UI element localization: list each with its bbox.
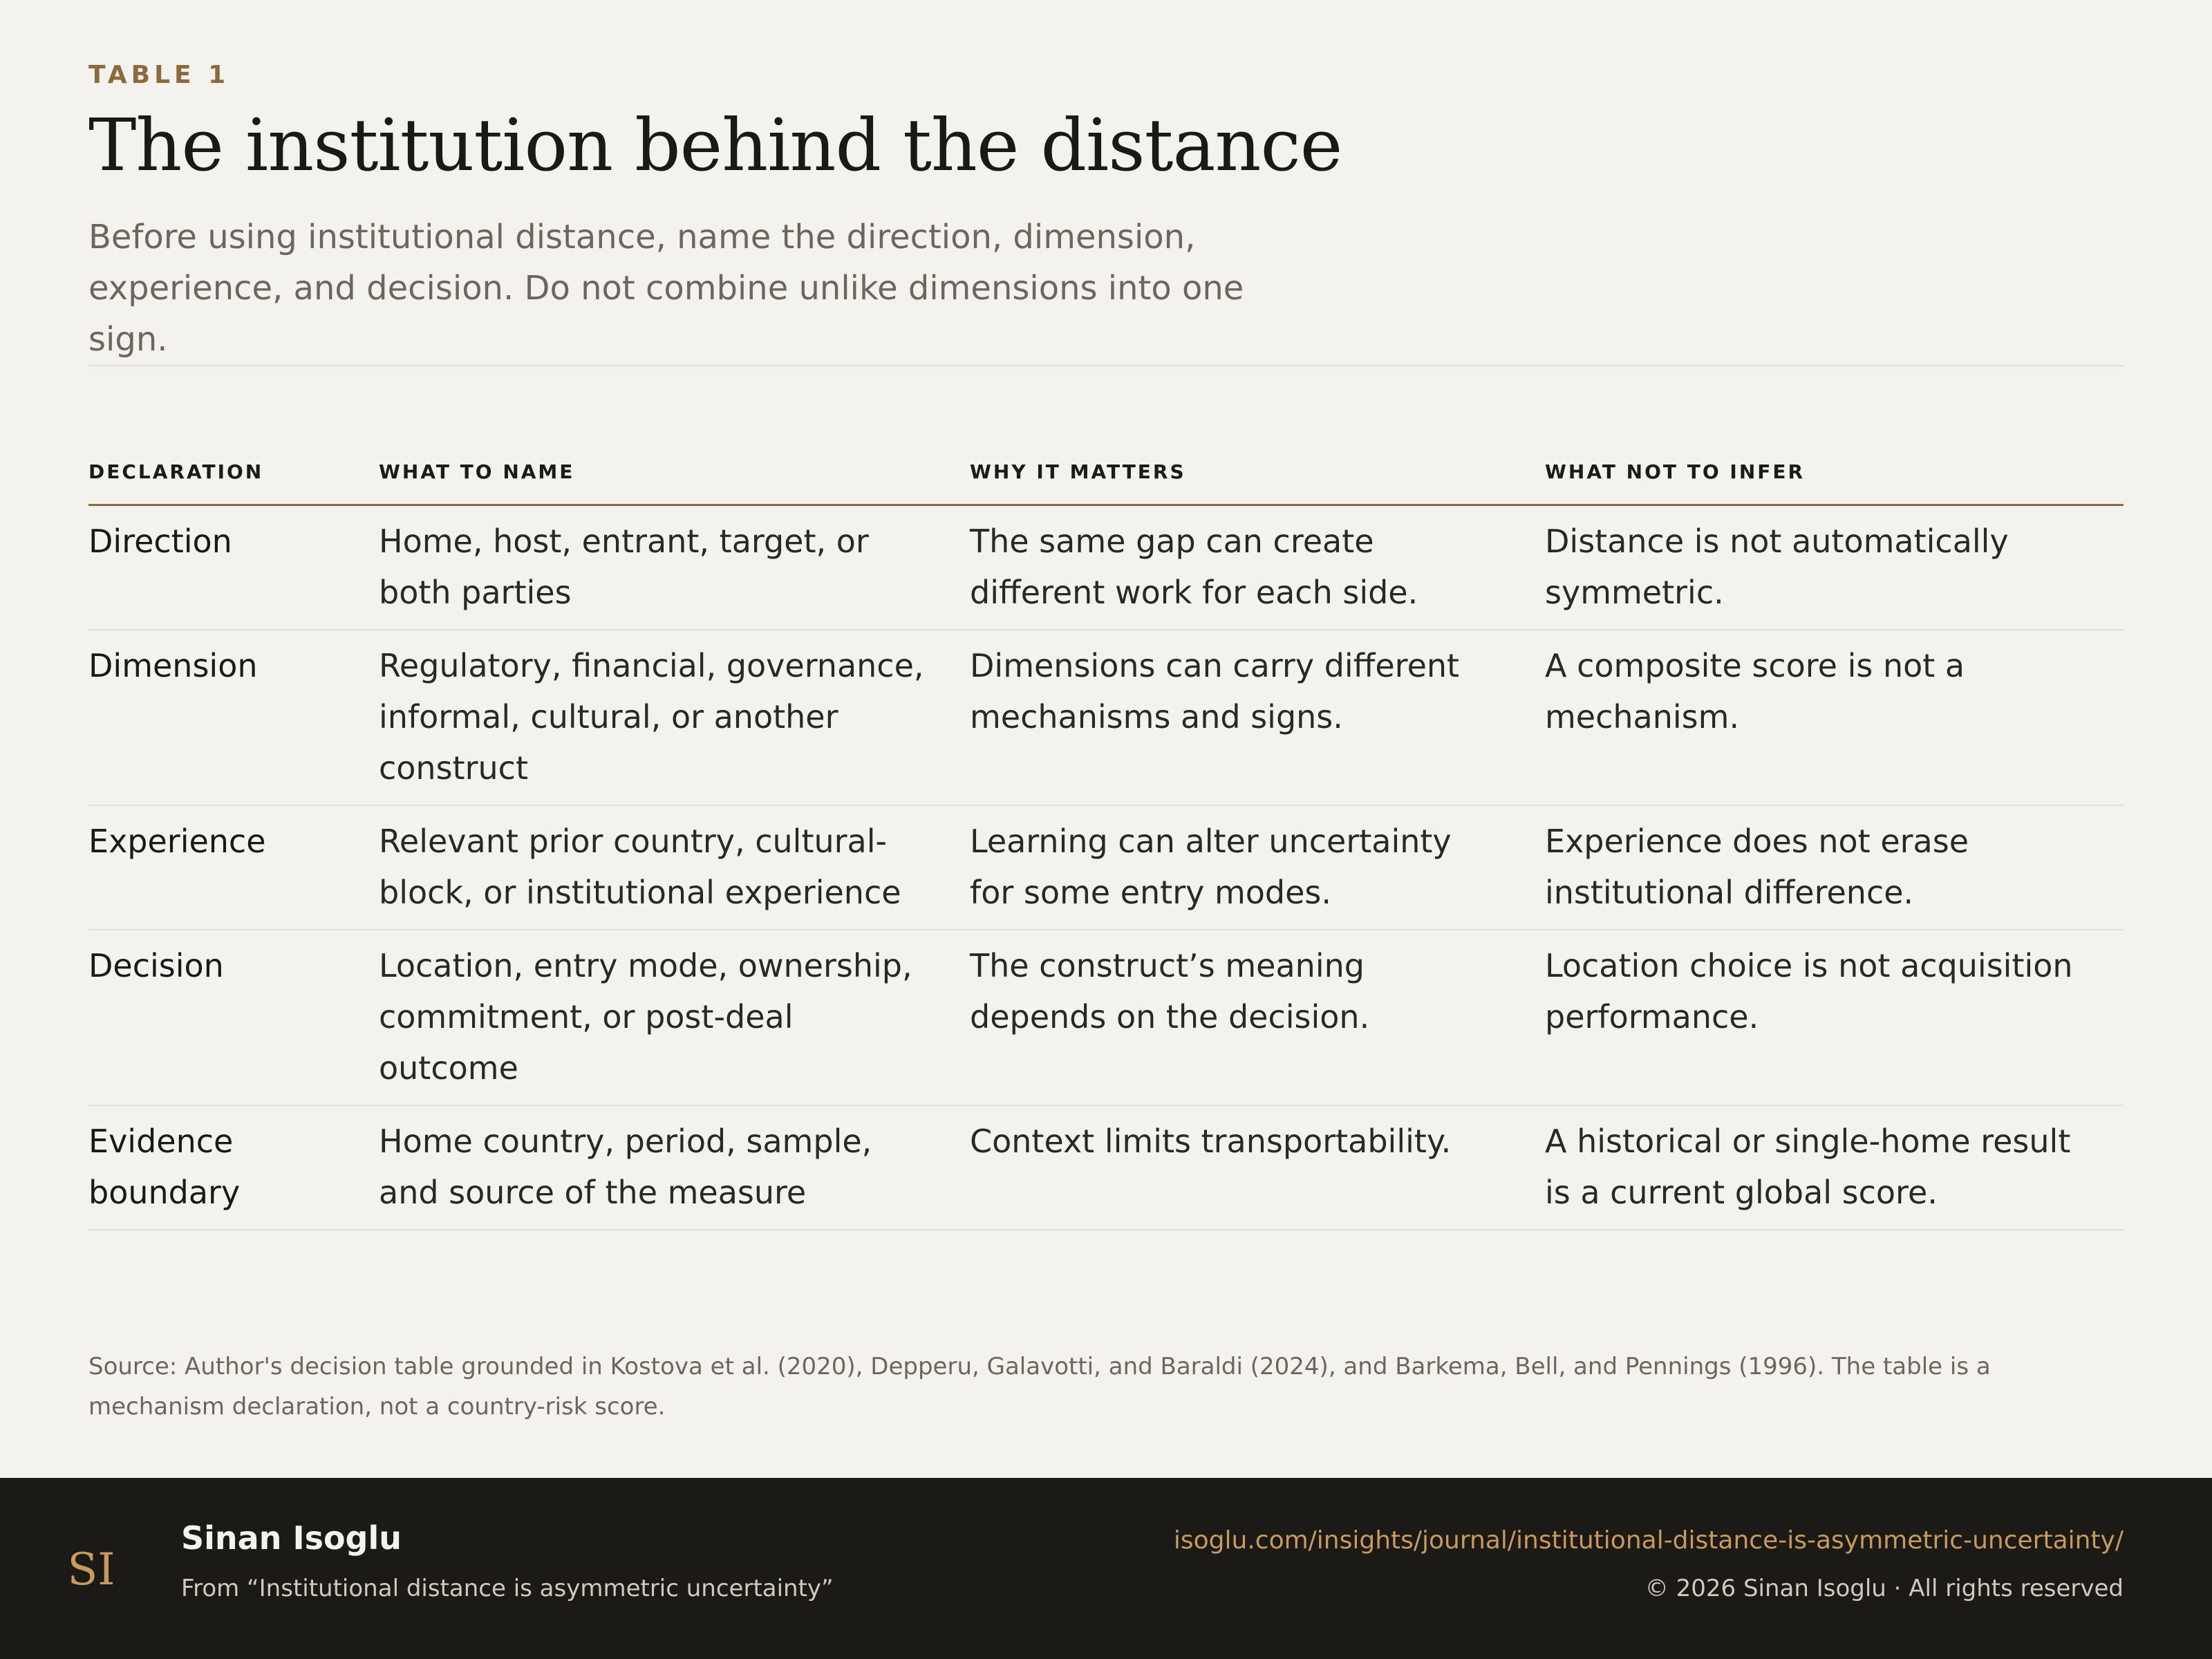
cell-what-not-to-infer: Distance is not automatically symmetric.: [1545, 505, 2124, 630]
copyright: © 2026 Sinan Isoglu · All rights reserved: [1644, 1575, 2124, 1602]
article-link[interactable]: isoglu.com/insights/journal/institutional-distance-is-asymmetric-uncertainty/: [1173, 1526, 2124, 1555]
declaration-table: [88, 442, 2124, 1230]
column-header-what-to-name: WHAT TO NAME: [379, 442, 970, 505]
cell-declaration: Decision: [88, 930, 379, 1105]
cell-what-to-name: Location, entry mode, ownership, commitment, or post-deal outcome: [379, 930, 970, 1105]
cell-declaration: Experience: [88, 805, 379, 930]
cell-what-to-name: Home country, period, sample, and source of the measure: [379, 1105, 970, 1230]
table-row: [88, 805, 2124, 930]
cell-why-it-matters: The same gap can create different work for each side.: [970, 505, 1545, 630]
source-note: Source: Author's decision table grounded in Kostova et al. (2020), Depperu, Galavotti, and Baraldi (2024), and Barkema, Bell, and Pennings (1996). The table is a mechanism declaration, not a country-risk score.: [88, 1353, 1991, 1421]
table-row: [88, 505, 2124, 630]
svg-text:SI: SI: [67, 1544, 115, 1595]
page-title: The institution behind the distance: [88, 103, 1342, 187]
cell-why-it-matters: The construct’s meaning depends on the decision.: [970, 930, 1545, 1105]
article-reference: From “Institutional distance is asymmetric uncertainty”: [181, 1575, 834, 1602]
column-header-why-it-matters: WHY IT MATTERS: [970, 442, 1545, 505]
table-header-row: [88, 442, 2124, 505]
table-row: [88, 1105, 2124, 1230]
cell-what-to-name: Relevant prior country, cultural-block, or institutional experience: [379, 805, 970, 930]
footer: [0, 1478, 2212, 1659]
page-subtitle: Before using institutional distance, name the direction, dimension, experience, and decision. Do not combine unlike dimensions into one sign.: [88, 218, 1244, 359]
cell-declaration: Evidence boundary: [88, 1105, 379, 1230]
cell-why-it-matters: Learning can alter uncertainty for some entry modes.: [970, 805, 1545, 930]
cell-what-not-to-infer: A composite score is not a mechanism.: [1545, 630, 2124, 805]
cell-what-not-to-infer: Experience does not erase institutional difference.: [1545, 805, 2124, 930]
column-header-what-not-to-infer: WHAT NOT TO INFER: [1545, 442, 2124, 505]
table-eyebrow: TABLE 1: [88, 61, 230, 89]
author-name: Sinan Isoglu: [181, 1519, 402, 1557]
logo-monogram-icon: [64, 1540, 119, 1598]
cell-what-to-name: Regulatory, financial, governance, informal, cultural, or another construct: [379, 630, 970, 805]
divider: [88, 365, 2124, 366]
cell-what-not-to-infer: Location choice is not acquisition performance.: [1545, 930, 2124, 1105]
column-header-declaration: DECLARATION: [88, 442, 379, 505]
table-row: [88, 930, 2124, 1105]
cell-what-not-to-infer: A historical or single-home result is a current global score.: [1545, 1105, 2124, 1230]
table-row: [88, 630, 2124, 805]
cell-declaration: Direction: [88, 505, 379, 630]
cell-why-it-matters: Dimensions can carry different mechanisms and signs.: [970, 630, 1545, 805]
cell-what-to-name: Home, host, entrant, target, or both parties: [379, 505, 970, 630]
cell-declaration: Dimension: [88, 630, 379, 805]
cell-why-it-matters: Context limits transportability.: [970, 1105, 1545, 1230]
